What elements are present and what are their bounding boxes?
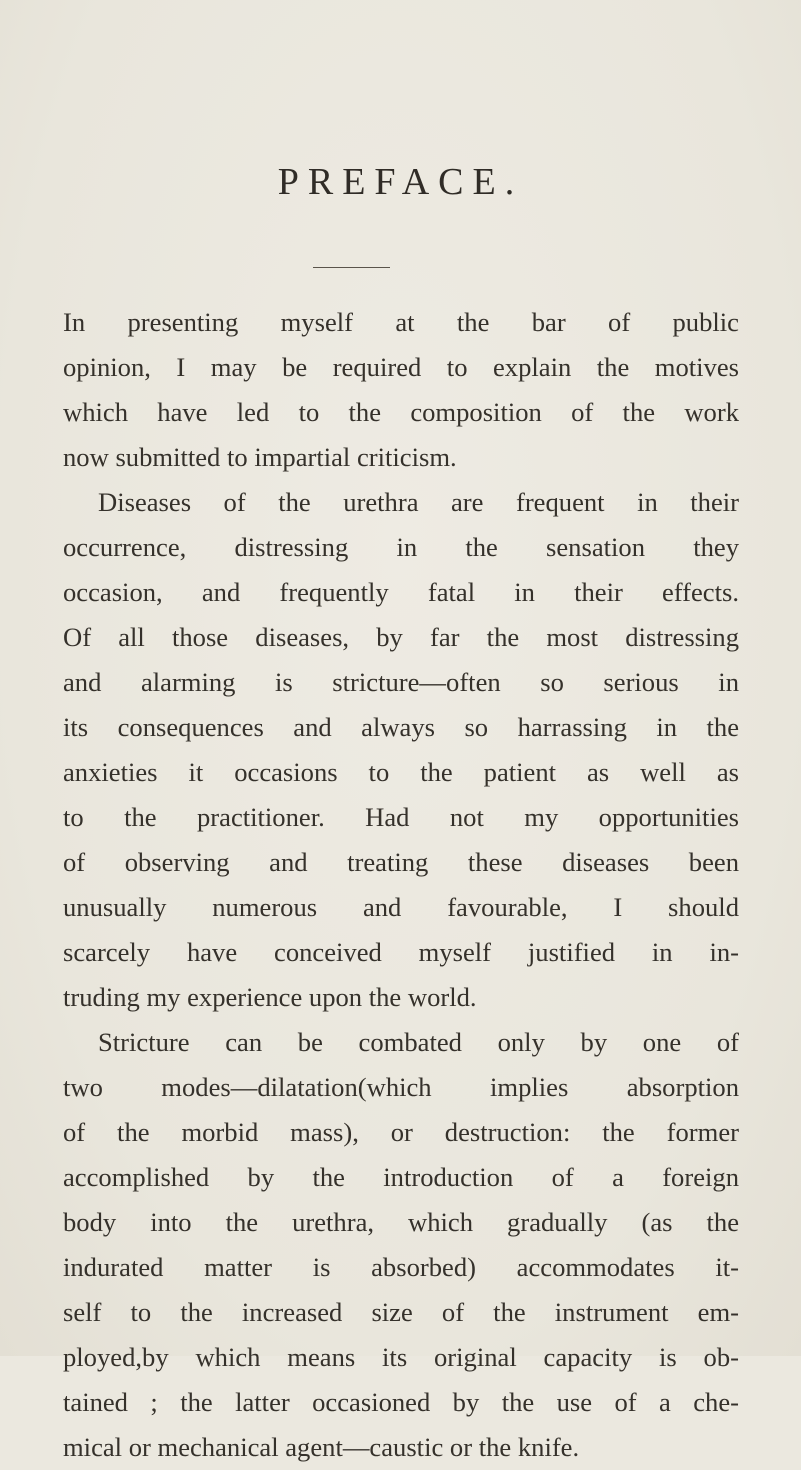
text-line: anxieties it occasions to the patient as well as (63, 757, 739, 787)
text-line: occurrence, distressing in the sensation they (63, 532, 739, 562)
preface-body (63, 300, 739, 1470)
page-title: PREFACE. (277, 161, 524, 203)
text-line: In presenting myself at the bar of public (63, 307, 739, 337)
text-line: truding my experience upon the world. (63, 982, 477, 1012)
text-line: occasion, and frequently fatal in their effects. (63, 577, 739, 607)
text-line: unusually numerous and favourable, I should (63, 892, 739, 922)
text-line: to the practitioner. Had not my opportunities (63, 802, 739, 832)
text-line: its consequences and always so harrassing in the (63, 712, 739, 742)
text-line: accomplished by the introduction of a foreign (63, 1162, 739, 1192)
text-line: opinion, I may be required to explain the motives (63, 352, 739, 382)
text-line: of the morbid mass), or destruction: the former (63, 1117, 739, 1147)
text-line: tained ; the latter occasioned by the use of a che- (63, 1387, 739, 1417)
text-line: Diseases of the urethra are frequent in their (98, 487, 739, 517)
text-line: Stricture can be combated only by one of (98, 1027, 739, 1057)
text-line: now submitted to impartial criticism. (63, 442, 457, 472)
text-line: indurated matter is absorbed) accommodates it- (63, 1252, 739, 1282)
text-line: mical or mechanical agent—caustic or the knife. (63, 1432, 580, 1462)
text-line: ployed,by which means its original capacity is ob- (63, 1342, 739, 1372)
text-line: self to the increased size of the instrument em- (63, 1297, 739, 1327)
text-line: which have led to the composition of the work (63, 397, 739, 427)
text-line: of observing and treating these diseases been (63, 847, 739, 877)
text-line: Of all those diseases, by far the most distressing (63, 622, 739, 652)
text-line: scarcely have conceived myself justified in in- (63, 937, 739, 967)
text-line: and alarming is stricture—often so serious in (63, 667, 739, 697)
text-line: body into the urethra, which gradually (as the (63, 1207, 739, 1237)
text-line: two modes—dilatation(which implies absorption (63, 1072, 739, 1102)
title-rule (313, 267, 390, 268)
